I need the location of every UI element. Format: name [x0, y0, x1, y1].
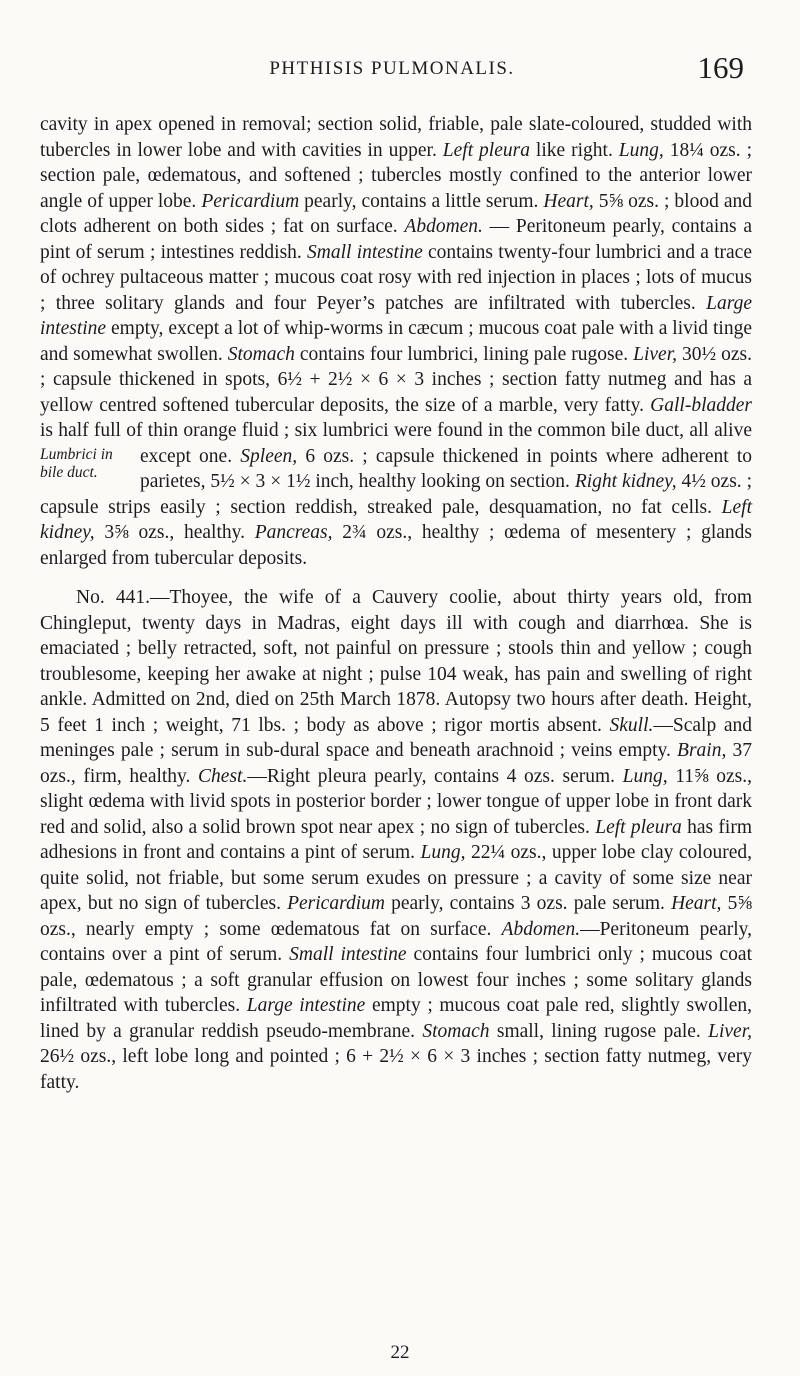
body-text	[40, 112, 752, 1095]
heading-heart: Heart,	[543, 190, 594, 212]
heading-small-intestine: Small intestine	[289, 944, 407, 965]
heading-liver: Liver,	[633, 343, 678, 365]
heading-large-intestine: Large intestine	[246, 995, 366, 1016]
heading-abdomen: Abdomen.	[404, 216, 483, 237]
heading-stomach: Stomach	[422, 1020, 490, 1042]
heading-pericardium: Pericardium	[287, 893, 385, 914]
heading-chest: Chest.	[198, 765, 248, 787]
heading-small-intestine: Small intestine	[307, 241, 423, 263]
page-number: 169	[697, 50, 744, 85]
heading-gall-bladder: Gall-bladder	[650, 394, 752, 416]
heading-abdomen: Abdomen.	[501, 918, 581, 940]
heading-liver: Liver,	[708, 1020, 752, 1042]
margin-note: Lumbrici in bile duct.	[40, 445, 113, 481]
heading-lung: Lung,	[622, 765, 668, 787]
heading-stomach: Stomach	[227, 343, 295, 365]
heading-lung: Lung,	[618, 139, 664, 161]
heading-pancreas: Pancreas,	[254, 522, 333, 543]
heading-spleen: Spleen,	[240, 445, 298, 467]
heading-heart: Heart,	[671, 893, 722, 914]
running-head-title: PHTHISIS PULMONALIS.	[269, 58, 515, 79]
heading-pericardium: Pericardium	[201, 190, 300, 212]
running-head	[40, 50, 744, 90]
heading-right-kidney: Right kidney,	[574, 471, 677, 492]
heading-large-intestine: Large intestine	[40, 292, 752, 339]
heading-left-pleura: Left pleura	[595, 816, 682, 838]
heading-left-kidney: Left kidney,	[40, 496, 752, 543]
heading-skull: Skull.	[609, 714, 654, 736]
heading-lung-left: Lung,	[420, 842, 466, 863]
case-441-report: No. 441.—Thoyee, the wife of a Cauvery coolie, about thirty years old, from Chingleput, twenty days in Madras, eight days ill with cough and diarrhœa. She is emaciated ; belly retracted, soft, not painful on pressure ; stools thin and yellow ; cough troublesome, keeping her awake at night ; pulse 104 weak, has pain and swelling of right ankle. Admitted on 2nd, died on 25th March 1878. Autopsy two hours after death. Height, 5 feet 1 inch ; weight, 71 lbs. ; body as above ; rigor mortis absent. Skull.—Scalp and meninges pale ; serum in sub-dural space and beneath arachnoid ; veins empty. Brain, 37 ozs., firm, healthy. Chest.—Right pleura pearly, contains 4 ozs. serum. Lung, 11⅝ ozs., slight œdema with livid spots in posterior border ; lower tongue of upper lobe in front dark red and solid, also a solid brown spot near apex ; no sign of tubercles. Left pleura has firm adhesions in front and contains a pint of serum. Lung, 22¼ ozs., upper lobe clay coloured, quite solid, not friable, but some serum exudes on pressure ; a cavity of some size near apex, but no sign of tubercles. Pericardium pearly, contains 3 ozs. pale serum. Heart, 5⅝ ozs., nearly empty ; some œdematous fat on surface. Abdomen.—Peritoneum pearly, contains over a pint of serum. Small intestine contains four lumbrici only ; mucous coat pale, œdematous ; a soft granular effusion on lowest four inches ; some solitary glands infiltrated with tubercles. Large intestine empty ; mucous coat pale red, slightly swollen, lined by a granular reddish pseudo-membrane. Stomach small, lining rugose pale. Liver, 26½ ozs., left lobe long and pointed ; 6 + 2½ × 6 × 3 inches ; section fatty nutmeg, very fatty.	[40, 587, 753, 1093]
case-440-continuation: cavity in apex opened in removal; section solid, friable, pale slate-coloured, studded with tubercles in lower lobe and with cavities in upper. Left pleura like right. Lung, 18¼ ozs. ; section pale, œdematous, and softened ; tubercles mostly confined to the anterior lower angle of upper lobe. Pericardium pearly, contains a little serum. Heart, 5⅝ ozs. ; blood and clots adherent on both sides ; fat on surface. Abdomen. — Peritoneum pearly, contains a pint of serum ; intestines reddish. Small intestine contains twenty-four lumbrici and a trace of ochrey pultaceous matter ; mucous coat rosy with red injection in places ; lots of mucus ; three solitary glands and four Peyer’s patches are infiltrated with tubercles. Large intestine empty, except a lot of whip-worms in cæcum ; mucous coat pale with a livid tinge and somewhat swollen. Stomach contains four lumbrici, lining pale rugose. Liver, 30½ ozs. ; capsule thickened in spots, 6½ + 2½ × 6 × 3 inches ; section fatty nutmeg and has a yellow centred softened tubercular deposits, the size of a marble, very fatty. Gall-bladder is half full of thin orange fluid ; six lumbrici were found in the common bile duct, all alive except one. Lumbrici in bile duct. Spleen, 6 ozs. ; capsule thickened in points where adherent to parietes, 5½ × 3 × 1½ inch, healthy looking on section. Right kidney, 4½ ozs. ; capsule strips easily ; section reddish, streaked pale, desquamation, no fat cells. Left kidney, 3⅝ ozs., healthy. Pancreas, 2¾ ozs., healthy ; œdema of mesentery ; glands enlarged from tubercular deposits.	[40, 114, 753, 569]
heading-left-pleura: Left pleura	[442, 139, 530, 161]
heading-brain: Brain,	[677, 740, 727, 761]
signature-mark: 22	[390, 1342, 410, 1363]
